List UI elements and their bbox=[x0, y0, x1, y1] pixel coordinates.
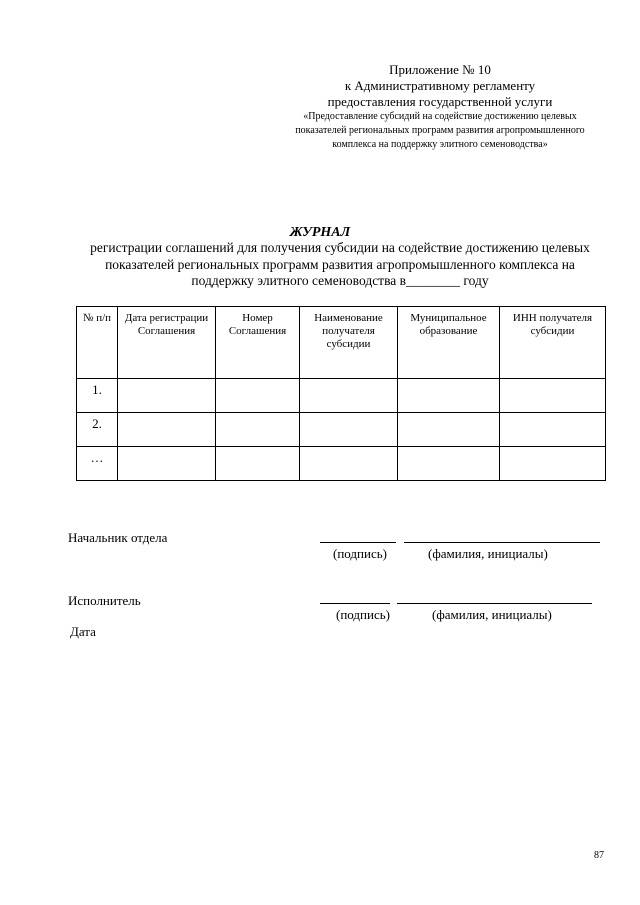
page-number: 87 bbox=[594, 850, 604, 861]
executor-label: Исполнитель bbox=[68, 593, 141, 608]
date-label: Дата bbox=[70, 624, 96, 639]
appendix-number: Приложение № 10 bbox=[389, 62, 491, 77]
header-agreement-number: Номер Соглашения bbox=[216, 307, 300, 379]
head-name-line bbox=[404, 542, 600, 543]
table-cell bbox=[300, 379, 398, 413]
head-signature-caption: (подпись) bbox=[333, 546, 387, 561]
header-municipality: Муниципальное образование bbox=[398, 307, 500, 379]
executor-signature-caption: (подпись) bbox=[336, 607, 390, 622]
table-row bbox=[77, 413, 606, 447]
journal-title: ЖУРНАЛ bbox=[289, 225, 351, 240]
header-recipient-name: Наименование получателя субсидии bbox=[300, 307, 398, 379]
executor-name-line bbox=[397, 603, 592, 604]
table-header-row bbox=[77, 307, 606, 379]
table-cell bbox=[398, 413, 500, 447]
table-cell bbox=[500, 379, 606, 413]
table-cell bbox=[300, 413, 398, 447]
journal-subtitle: регистрации соглашений для получения субсидии на содействие достижению целевых показателей региональных программ развития агропромышленного комплекса на поддержку элитного семеноводства в________ году bbox=[90, 240, 590, 288]
head-signature-line bbox=[320, 542, 396, 543]
table-row bbox=[77, 447, 606, 481]
table-cell bbox=[398, 379, 500, 413]
table-cell bbox=[118, 379, 216, 413]
table-cell bbox=[500, 447, 606, 481]
table-cell bbox=[118, 413, 216, 447]
table-cell bbox=[398, 447, 500, 481]
table-cell bbox=[500, 413, 606, 447]
table-cell bbox=[216, 413, 300, 447]
header-recipient-inn: ИНН получателя субсидии bbox=[500, 307, 606, 379]
row-number: 1. bbox=[77, 379, 118, 413]
row-number: 2. bbox=[77, 413, 118, 447]
head-name-caption: (фамилия, инициалы) bbox=[428, 546, 548, 561]
appendix-service-name: «Предоставление субсидий на содействие достижению целевых показателей региональных программ развития агропромышленного комплекса на поддержку элитного семеноводства» bbox=[295, 111, 585, 150]
row-number: … bbox=[77, 447, 118, 481]
header-number: № п/п bbox=[77, 307, 118, 379]
executor-name-caption: (фамилия, инициалы) bbox=[432, 607, 552, 622]
appendix-service: предоставления государственной услуги bbox=[327, 94, 553, 109]
table-cell bbox=[300, 447, 398, 481]
table-row bbox=[77, 379, 606, 413]
executor-signature-line bbox=[320, 603, 390, 604]
table-cell bbox=[118, 447, 216, 481]
header-registration-date: Дата регистрации Соглашения bbox=[118, 307, 216, 379]
head-of-department-label: Начальник отдела bbox=[68, 530, 168, 545]
registration-table bbox=[76, 306, 606, 481]
appendix-regulation: к Административному регламенту bbox=[344, 78, 536, 93]
table-cell bbox=[216, 379, 300, 413]
table-cell bbox=[216, 447, 300, 481]
appendix-header bbox=[280, 62, 600, 152]
